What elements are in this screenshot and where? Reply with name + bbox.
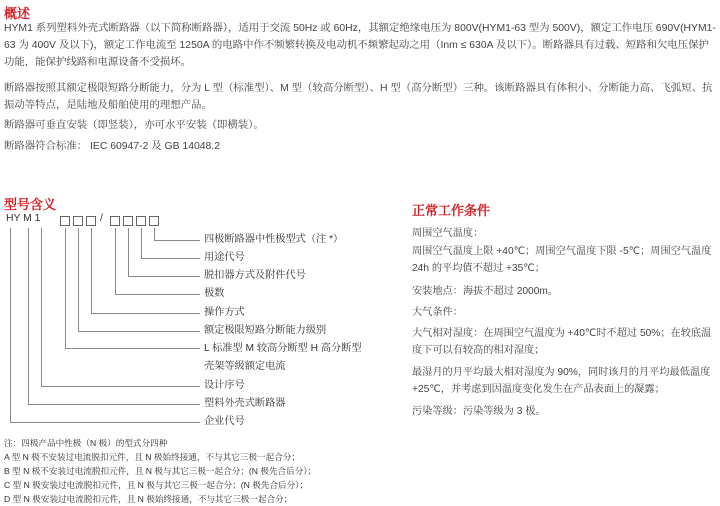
legend-item: 设计序号 [204,380,245,391]
overview-paragraph-3: 断路器可垂直安装（即竖装），亦可水平安装（即横装）。 [4,120,264,131]
leader-line [78,228,79,331]
leader-line [65,228,66,348]
code-box-5 [123,216,133,226]
note-line: D 型 N 极安装过电流脱扣元件，且 N 极始终接通，不与其它三极一起合分； [4,494,293,504]
overview-standards: 断路器符合标准： IEC 60947-2 及 GB 14048.2 [4,141,220,152]
leader-line [128,276,200,277]
model-title: 型号含义 [4,197,57,212]
note-line: C 型 N 极安装过电流脱扣元件，且 N 极与其它三极一起合分；(N 极先合后分）； [4,480,309,490]
code-box-3 [86,216,96,226]
leader-line [115,294,200,295]
model-code-slash: / [100,213,103,224]
overview-title: 概述 [4,6,31,21]
note-line: A 型 N 极不安装过电流脱扣元件，且 N 极始终接通，不与其它三极一起合分； [4,452,301,462]
condition-item: 大气相对湿度：在周围空气温度为 +40℃时不超过 50%；在较底温度下可以有较高的相对湿度； [412,328,712,356]
legend-item: 四极断路器中性极型式（注 *） [204,234,344,245]
code-box-6 [136,216,146,226]
code-box-1 [60,216,70,226]
leader-line [141,228,142,258]
legend-item: 塑料外壳式断路器 [204,398,286,409]
leader-line [28,228,29,404]
leader-line [91,228,92,313]
model-code-prefix: HY M 1 [6,213,41,224]
leader-line [154,228,155,240]
legend-item: 极数 [204,288,225,299]
condition-item: 周围空气温度上限 +40℃；周围空气温度下限 -5℃；周围空气温度 24h 的平均值不超过 +35℃； [412,246,712,274]
overview-paragraph-2: 断路器按照其额定极限短路分断能力，分为 L 型（标准型）、M 型（较高分断型）、H 型（高分断型）三种。该断路器具有体积小、分断能力高、飞弧短、抗振动等特点，是陆地及船舶使用的理想产品。 [4,83,713,111]
condition-item: 污染等级：污染等级为 3 极。 [412,406,546,417]
condition-item: 周围空气温度： [412,228,484,239]
leader-line [10,422,200,423]
legend-item: 操作方式 [204,307,245,318]
legend-item: 壳架等级额定电流 [204,361,286,372]
condition-item: 最湿月的月平均最大相对湿度为 90%，同时该月的月平均最低温度 +25℃，并考虑到因温度变化发生在产品表面上的凝露； [412,367,711,395]
code-box-4 [110,216,120,226]
leader-line [41,386,200,387]
leader-line [128,228,129,276]
overview-paragraph-1: HYM1 系列塑料外壳式断路器（以下简称断路器），适用于交流 50Hz 或 60Hz，其额定绝缘电压为 800V(HYM1-63 型为 500V)，额定工作电压 690V(HYM1-63 为 400V 及以下)，额定工作电流至 1250A 的电路中作不频繁转换及电动机不频繁起动之用（Inm ≤ 630A 及以下）。断路器具有过载、短路和欠电压保护功能，能保护线路和电源设备不受损坏。 [4,23,716,68]
legend-item: 额定极限短路分断能力级别 [204,325,327,336]
leader-line [154,240,200,241]
legend-item: 用途代号 [204,252,245,263]
legend-item: 企业代号 [204,416,245,427]
condition-item: 安装地点：海拔不超过 2000m。 [412,286,559,297]
leader-line [65,348,200,349]
leader-line [91,313,200,314]
code-box-7 [149,216,159,226]
legend-item: L 标准型 M 较高分断型 H 高分断型 [204,343,362,354]
leader-line [78,331,200,332]
code-box-2 [73,216,83,226]
leader-line [28,404,200,405]
conditions-title: 正常工作条件 [412,203,491,218]
condition-item: 大气条件： [412,307,463,318]
legend-item: 脱扣器方式及附件代号 [204,270,306,281]
note-line: 注：四极产品中性极（N 极）的型式分四种 [4,438,168,448]
leader-line [41,228,42,386]
leader-line [141,258,200,259]
note-line: B 型 N 极不安装过电流脱扣元件，且 N 极与其它三极一起合分；(N 极先合后分）； [4,466,317,476]
leader-line [10,228,11,422]
leader-line [115,228,116,294]
